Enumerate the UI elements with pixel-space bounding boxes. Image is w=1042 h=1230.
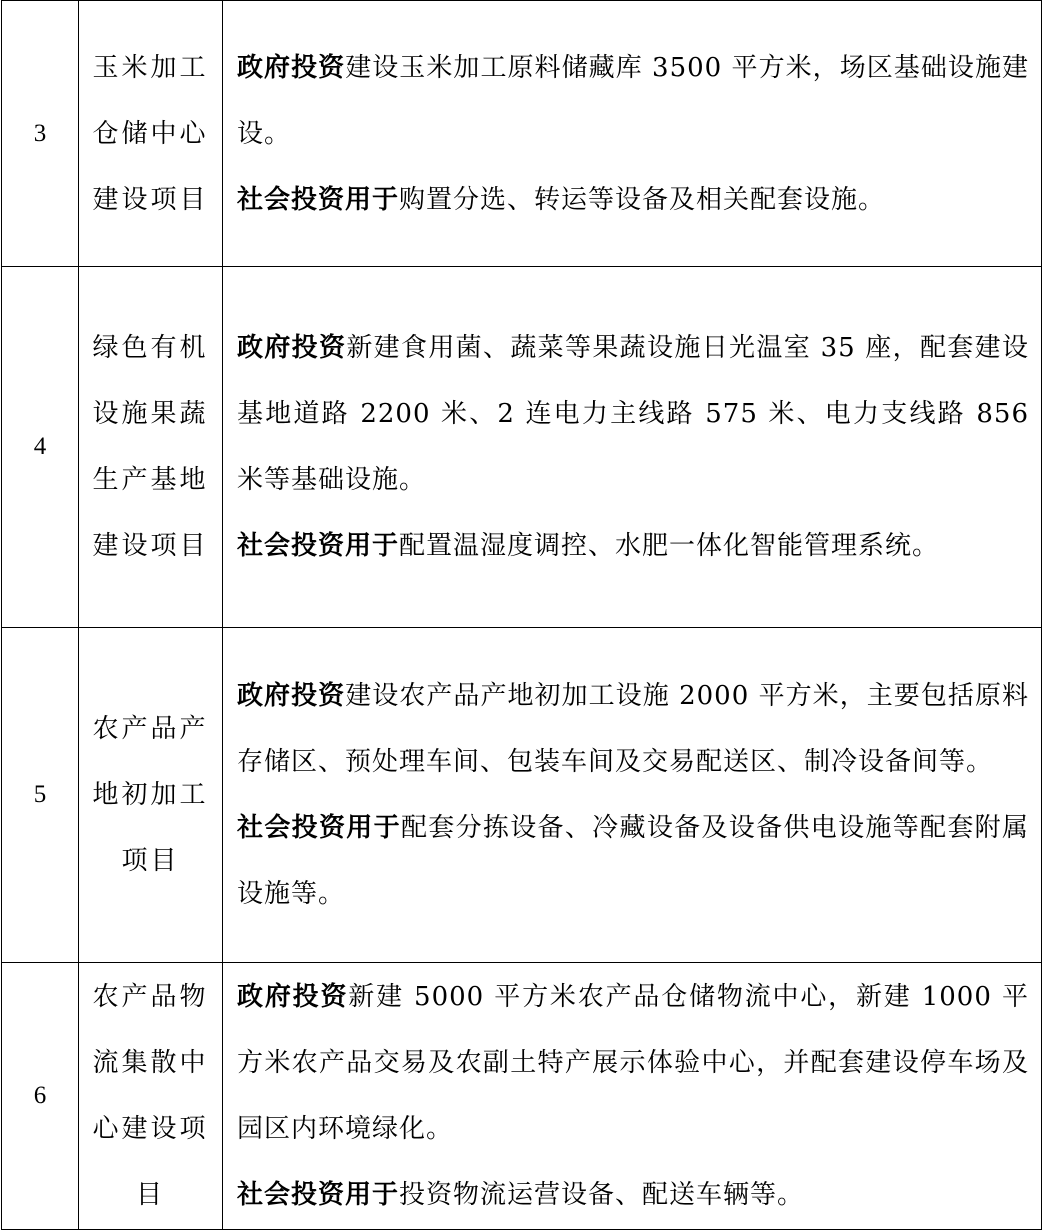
project-description bbox=[223, 1, 1042, 267]
table-row bbox=[2, 1, 1042, 267]
government-investment-label: 政府投资 bbox=[237, 333, 347, 363]
social-investment-text: 配套分拣设备、冷藏设备及设备供电设施等配套附属设施等。 bbox=[237, 813, 1029, 909]
table-row bbox=[2, 628, 1042, 963]
social-investment-label: 社会投资用于 bbox=[237, 813, 401, 843]
project-description bbox=[223, 963, 1042, 1230]
row-number: 3 bbox=[2, 1, 79, 267]
project-name: 农产品产地初加工项目 bbox=[79, 628, 223, 963]
row-number: 4 bbox=[2, 267, 79, 628]
row-number: 6 bbox=[2, 963, 79, 1230]
government-investment-label: 政府投资 bbox=[237, 52, 346, 83]
project-name: 绿色有机设施果蔬生产基地建设项目 bbox=[79, 267, 223, 628]
social-investment-label: 社会投资用于 bbox=[237, 1180, 400, 1210]
row-number: 5 bbox=[2, 628, 79, 963]
social-investment-label: 社会投资用于 bbox=[237, 184, 400, 215]
social-investment-text: 购置分选、转运等设备及相关配套设施。 bbox=[399, 184, 886, 215]
government-investment-text: 建设农产品产地初加工设施 2000 平方米，主要包括原料存储区、预处理车间、包装车间及交易配送区、制冷设备间等。 bbox=[237, 681, 1029, 777]
government-investment bbox=[237, 663, 1029, 795]
social-investment bbox=[237, 795, 1029, 927]
social-investment bbox=[237, 513, 1029, 579]
government-investment bbox=[237, 964, 1029, 1162]
project-description bbox=[223, 267, 1042, 628]
government-investment bbox=[237, 315, 1029, 513]
government-investment-label: 政府投资 bbox=[237, 982, 349, 1012]
project-table bbox=[1, 0, 1042, 1230]
social-investment-text: 投资物流运营设备、配送车辆等。 bbox=[399, 1180, 805, 1210]
government-investment-text: 新建 5000 平方米农产品仓储物流中心，新建 1000 平方米农产品交易及农副土特产展示体验中心，并配套建设停车场及园区内环境绿化。 bbox=[237, 982, 1029, 1144]
social-investment-text: 配置温湿度调控、水肥一体化智能管理系统。 bbox=[399, 531, 940, 561]
project-name: 玉米加工仓储中心建设项目 bbox=[79, 1, 223, 267]
government-investment-label: 政府投资 bbox=[237, 681, 346, 711]
project-name: 农产品物流集散中心建设项目 bbox=[79, 963, 223, 1230]
government-investment-text: 新建食用菌、蔬菜等果蔬设施日光温室 35 座，配套建设基地道路 2200 米、2 连电力主线路 575 米、电力支线路 856 米等基础设施。 bbox=[237, 333, 1029, 495]
table-row bbox=[2, 267, 1042, 628]
government-investment bbox=[237, 35, 1029, 167]
social-investment bbox=[237, 167, 1029, 233]
social-investment bbox=[237, 1162, 1029, 1228]
government-investment-text: 建设玉米加工原料储藏库 3500 平方米，场区基础设施建设。 bbox=[237, 52, 1029, 149]
table-row bbox=[2, 963, 1042, 1230]
social-investment-label: 社会投资用于 bbox=[237, 531, 400, 561]
project-description bbox=[223, 628, 1042, 963]
